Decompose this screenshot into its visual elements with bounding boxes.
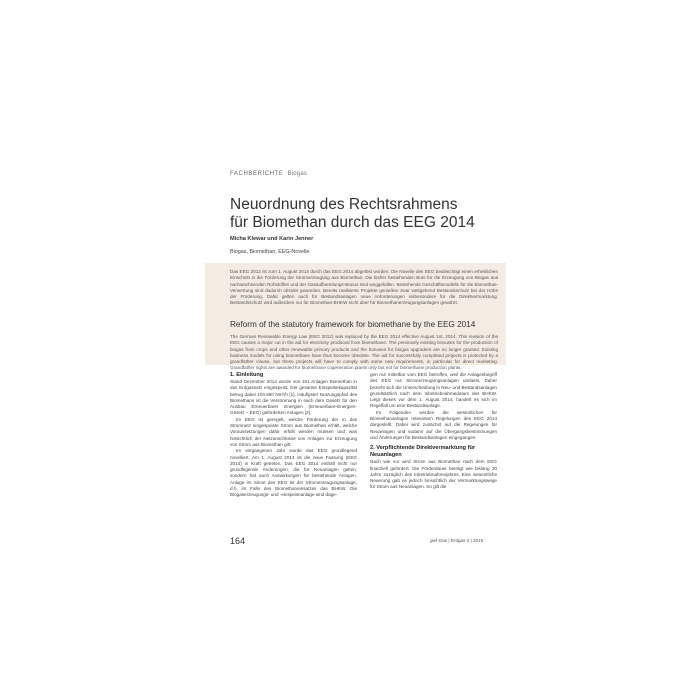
abstract-german: Das EEG 2012 ist zum 1. August 2014 durch das EEG 2014 abgelöst worden. Die Novelle des EEG beabsichtigt einen erheblichen Einschnitt in die Förderung der Stromerzeugung aus Biomethan. Die bisher bestehenden Boni für die Erzeugung von Biogas aus nachwachsenden Rohstoffen und der Gasaufbereitungs-Bonus sind weggefallen. Bestehende Geschäftsmodelle für die Biomethan-Verwertung sind dadurch obsolet geworden. Bereits realisierte Projekte genießen zwar weitgehend Bestandsschutz bei der Höhe der Förderung. Dafür gelten auch für Bestandsanlagen neue Anforderungen insbesondere für die Direktvermarktung. Bestandsschutz wird außerdem nur für Biomethan-BHKW nicht aber für Biomethanerzeugungsanlagen gewährt. — [230, 269, 498, 306]
body-column-right — [370, 372, 497, 491]
keywords: Biogas, Biomethan, EEG-Novelle — [230, 249, 310, 255]
article-title — [230, 196, 550, 232]
paragraph: Im vergangenen Jahr wurde das EEG grundlegend novelliert. Am 1. August 2014 ist die neue Fassung (EEG 2014) in Kraft getreten. Das EEG 2014 enthält nicht nur grundlegende Änderungen, die für Neuanlagen gelten, sondern hat auch Auswirkungen für bestehende Anlagen. Anlage im Sinne des EEG ist der Stromerzeugungsanlage, d.h. im Falle des Biomethaneinsatzes das BHKW. Die Biogaserzeugungs- und -einspeiseanlage sind dage- — [230, 448, 357, 498]
abstract-english: The German Renewable Energy Law (EEG 2012) was replaced by the EEG 2014 effective August 1st, 2014. This revision of the EEG causes a major cut in the aid for electricity produced from biomethane. The previously existing bonuses for the production of biogas from crops and other renewable primary products and the bonuses for biogas upgraders are no longer granted. Existing business models for using biomethane have thus become obsolete. The aid for successfully completed projects is protected by a grandfather clause, but these projects will have to comply with some new requirements, in particular for direct marketing. Grandfather rights are awarded for biomethane cogeneration plants only but not for biomethane production plants. — [230, 334, 498, 371]
section-header — [230, 171, 307, 177]
heading-direct-marketing: 2. Verpflichtende Direktvermarktung für Neuanlagen — [370, 445, 476, 459]
paragraph: gen nur mittelbar vom EEG betroffen, weil die Anlagenbegriff des EEG nur Stromerzeugungsanlagen umfasst. Daher bezieht sich die Unterscheidung in Neu- und Bestandsanlagen grundsätzlich nach dem Inbetriebnahmedatum des BHKW. Liegt dieses vor dem 1. August 2014, handelt es sich im Regelfall um eine Bestandsanlage. — [370, 372, 497, 409]
paragraph: Im EEG ist geregelt, welche Förderung der in das Stromnetz eingespeiste Strom aus Biomethan erhält, welche Voraussetzungen dafür erfüllt werden müssen und was hinsichtlich der Netzanschlüsse von Anlagen zur Erzeugung von Strom aus Biomethan gilt. — [230, 416, 357, 447]
heading-introduction: 1. Einleitung — [230, 372, 264, 378]
title-line-2: für Biomethan durch das EEG 2014 — [230, 214, 475, 231]
paragraph: Nach wie vor wird Strom aus Biomethan nach dem EEG finanziell gefördert. Die Förderdauer beträgt wie bislang 20 Jahre zuzüglich des Inbetriebnahmejahres. Eine wesentliche Neuerung gab es jedoch hinsichtlich der Vermarktungswege für Strom aus Neuanlagen. So gilt die — [370, 459, 497, 490]
authors: Micha Klewar und Karin Jenner — [230, 236, 314, 242]
body-column-left — [230, 372, 357, 499]
subsection-label: Biogas — [287, 171, 308, 177]
journal-footer: gwf-Gas | Erdgas 3 | 2015 — [430, 538, 484, 543]
paragraph: Stand Dezember 2014 wurde von 161 Anlagen Biomethan in das Erdgasnetz eingespeist. Der gesamte Einspeisekapazität betrug dabei 104.660 Nm³/h [1]. Häufigster Nutzungspfad des Biomethans ist die Verstromung in nach dem Gesetz für den Ausbau Erneuerbarer Energien (Erneuerbare-Energien-Gesetz – EEG) geförderten Anlagen [2]. — [230, 379, 357, 416]
section-label: FACHBERICHTE — [230, 171, 284, 177]
page-number: 164 — [230, 536, 246, 546]
title-line-1: Neuordnung des Rechtsrahmens — [230, 196, 458, 213]
english-title: Reform of the statutory framework for biomethane by the EEG 2014 — [230, 320, 476, 329]
paragraph: Im Folgenden werden die wesentlichen für Biomethananlagen relevanten Regelungen des EEG 2014 dargestellt. Dabei wird zunächst auf die Regelungen für Neuanlagen und sodann auf die Übergangsbestimmungen und Änderungen für Bestandsanlagen eingegangen. — [370, 409, 497, 440]
